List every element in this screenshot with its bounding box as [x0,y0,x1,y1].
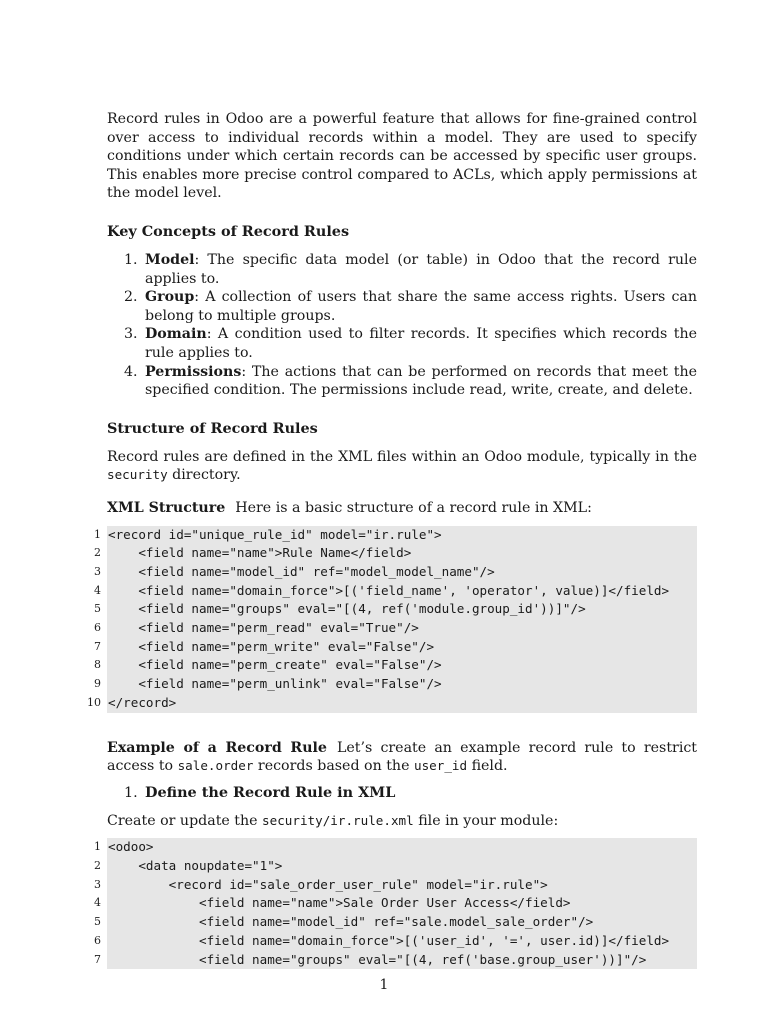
list-item: 2. Group: A collection of users that share the same access rights. Users can belong to multiple groups. [124,289,697,324]
code-text: <field name="name">Rule Name</field> [108,545,412,561]
inline-code: security/ir.rule.xml [262,812,414,828]
example-heading: Example of a Record Rule [107,739,327,756]
code-line [94,857,697,876]
line-number: 7 [94,952,101,966]
steps-list [107,784,697,802]
key-concepts-heading: Key Concepts of Record Rules [107,222,350,240]
example-paragraph: Example of a Record Rule Let’s create an example record rule to restrict access to sale.order records based on the user_id field. [107,739,698,775]
line-number: 9 [94,677,101,691]
line-number: 2 [94,546,101,560]
line-number: 2 [94,859,101,873]
code-line [94,932,697,951]
line-number: 10 [87,695,101,709]
code-text: <field name="domain_force">[('field_name', 'operator', value)]</field> [108,582,670,598]
intro-paragraph: Record rules in Odoo are a powerful feature that allows for fine-grained control over access to individual records within a model. They are used to specify conditions under which certain records can be accessed by specific user groups. This enables more precise control compared to ACLs, which apply permissions at the model level. [107,111,697,202]
code-text: <field name="groups" eval="[(4, ref('base.group_user'))]"/> [108,951,647,967]
line-number: 8 [94,658,101,672]
code-text: <field name="groups" eval="[(4, ref('module.group_id'))]"/> [108,601,586,617]
code-line [94,582,697,601]
code-text: </record> [108,694,177,710]
code-text: <field name="perm_create" eval="False"/> [108,657,442,673]
xml-structure-paragraph: XML Structure Here is a basic structure of a record rule in XML: [107,499,592,516]
line-number: 6 [94,933,101,947]
code-text: <field name="name">Sale Order User Access</field> [108,895,571,911]
list-item: 1. Model: The specific data model (or table) in Odoo that the record rule applies to. [124,251,697,287]
code-line [94,619,697,638]
line-number: 6 [94,621,101,635]
inline-code: security [107,467,168,483]
code-text: <data noupdate="1"> [108,858,283,874]
code-text: <field name="perm_read" eval="True"/> [108,620,419,636]
line-number: 1 [94,840,101,854]
code-line [94,526,697,545]
code-line [87,694,697,713]
code-line [94,838,697,857]
list-item: 4. Permissions: The actions that can be performed on records that meet the specified condition. The permissions include read, write, create, and delete. [124,363,697,399]
key-concepts-list [107,251,697,400]
inline-code: user_id [413,758,468,774]
code-text: <field name="perm_write" eval="False"/> [108,638,435,654]
xml-structure-heading: XML Structure [107,499,226,516]
line-number: 3 [94,877,101,891]
page-number: 1 [379,977,389,993]
code-line [94,600,697,619]
code-line [94,638,697,657]
code-text: <record id="sale_order_user_rule" model="ir.rule"> [108,876,548,892]
structure-heading: Structure of Record Rules [107,419,318,437]
code-line [94,913,697,932]
code-text: <field name="domain_force">[('user_id', '=', user.id)]</field> [108,932,670,948]
list-item: 1. Define the Record Rule in XML [124,783,396,801]
line-number: 1 [94,527,101,541]
code-line [94,656,697,675]
instruction-paragraph: Create or update the security/ir.rule.xml file in your module: [107,812,559,829]
code-text: <field name="perm_unlink" eval="False"/> [108,676,442,692]
line-number: 7 [94,639,101,653]
code-line [94,544,697,563]
document-page [87,110,698,969]
code-line [94,876,697,895]
line-number: 5 [94,602,101,616]
code-text: <odoo> [108,839,154,855]
code-block-xml-structure [87,526,697,713]
list-item: 3. Domain: A condition used to filter records. It specifies which records the rule applies to. [124,326,697,361]
line-number: 3 [94,564,101,578]
inline-code: sale.order [177,758,254,774]
structure-paragraph: Record rules are defined in the XML files within an Odoo module, typically in the security directory. [107,448,697,484]
code-text: <field name="model_id" ref="sale.model_sale_order"/> [108,914,594,930]
line-number: 5 [94,915,101,929]
code-block-example [94,838,697,969]
line-number: 4 [94,583,101,597]
code-line [94,563,697,582]
line-number: 4 [94,896,101,910]
code-text: <record id="unique_rule_id" model="ir.rule"> [108,526,442,542]
code-line [94,675,697,694]
code-line [94,894,697,913]
code-line [94,951,697,970]
code-text: <field name="model_id" ref="model_model_name"/> [108,563,495,579]
